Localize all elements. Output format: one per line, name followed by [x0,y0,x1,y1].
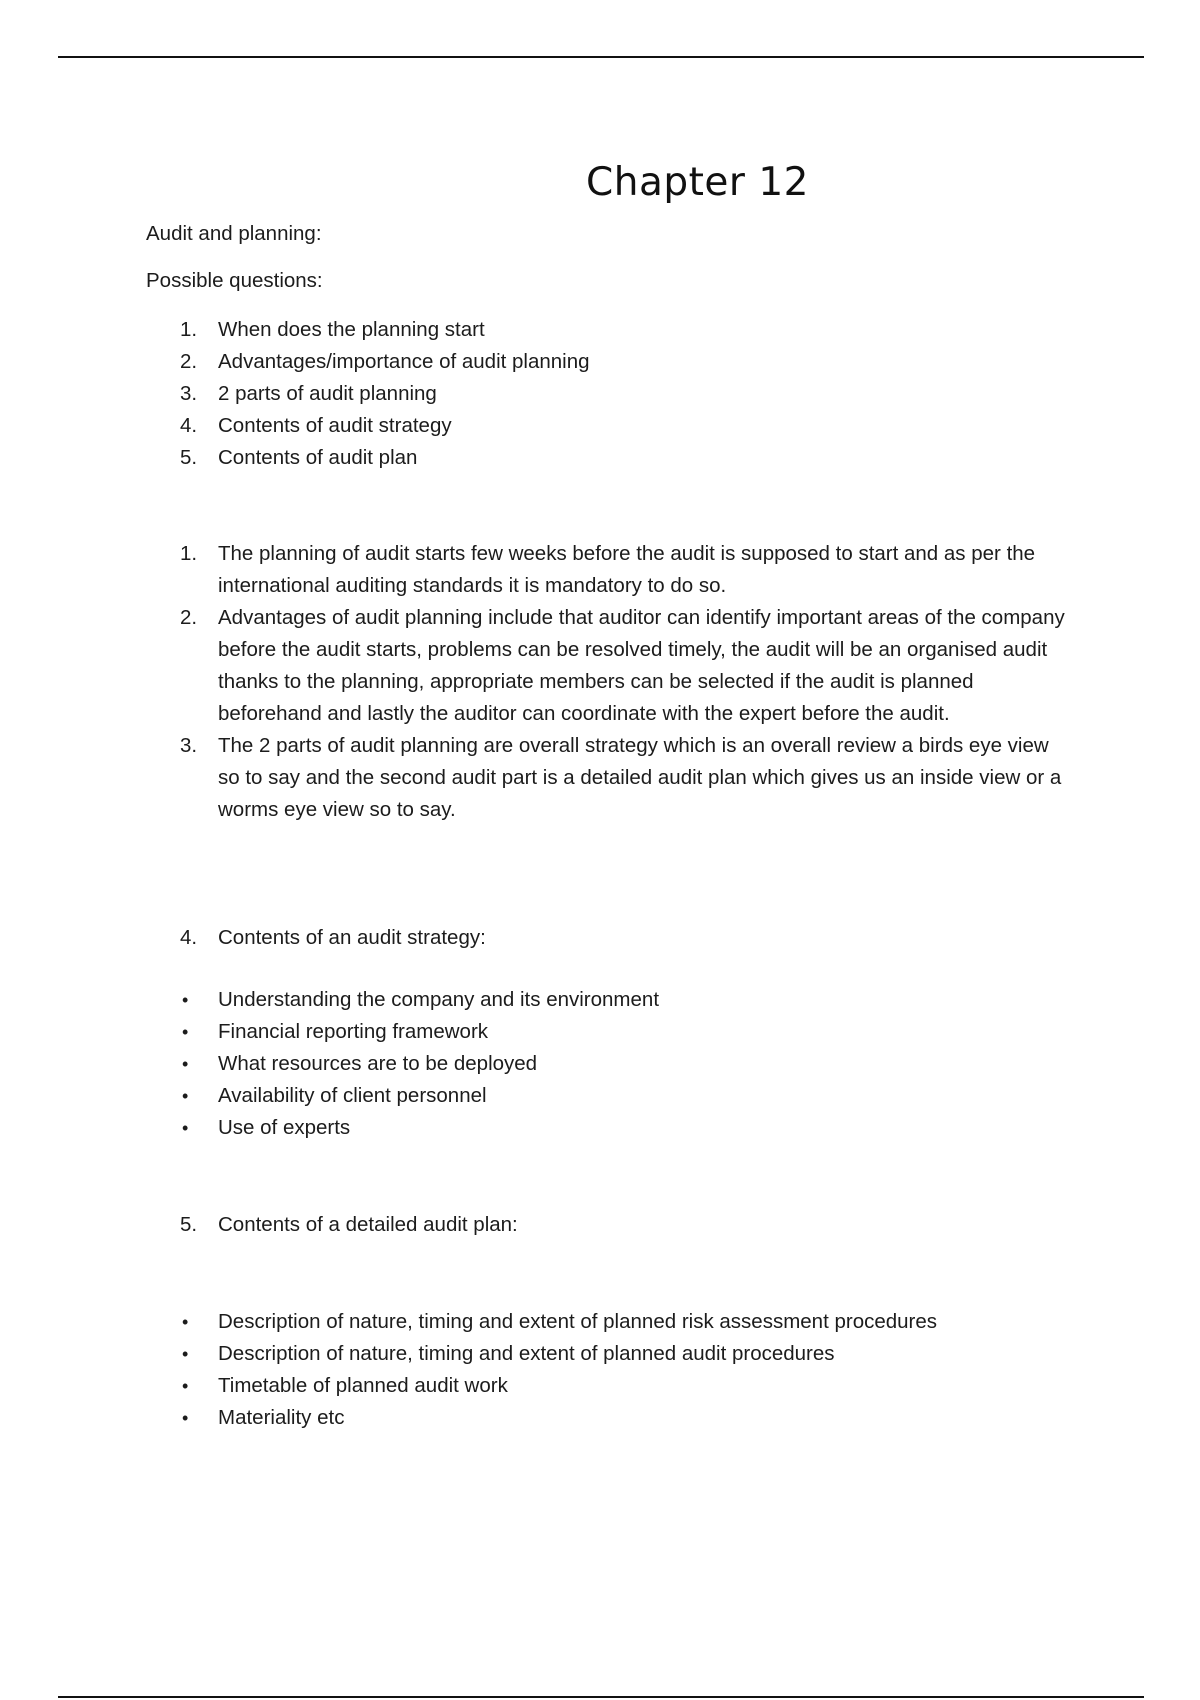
list-item: 1. The planning of audit starts few weeks before the audit is supposed to start and as per the international auditing standards it is mandatory to do so. [180,542,1036,597]
list-item: • Materiality etc [176,1402,1066,1434]
list-item: • Understanding the company and its environment [176,984,1066,1016]
answers-list [176,538,1066,826]
list-item: 3. The 2 parts of audit planning are overall strategy which is an overall review a birds eye view so to say and the second audit part is a detailed audit plan which gives us an inside view or a worms eye view so to say. [180,734,1062,821]
list-item: • Timetable of planned audit work [176,1370,1066,1402]
list-item: 1. When does the planning start [180,318,485,341]
list-item: 4. Contents of audit strategy [180,414,452,437]
list-item: 4. Contents of an audit strategy: [180,926,486,949]
page-title: Chapter 12 [586,160,809,205]
bullet-icon: • [182,1408,189,1428]
plan-bullet-list [176,1306,1066,1434]
bullet-icon: • [182,1118,189,1138]
strategy-bullet-list [176,984,1066,1144]
top-rule [58,56,1144,58]
bullet-icon: • [182,1054,189,1074]
bullet-icon: • [182,1376,189,1396]
bullet-icon: • [182,1086,189,1106]
questions-list [176,314,1066,474]
bullet-icon: • [182,1022,189,1042]
list-item: • Availability of client personnel [176,1080,1066,1112]
bullet-icon: • [182,990,189,1010]
list-item: 5. Contents of audit plan [180,446,418,469]
bullet-icon: • [182,1312,189,1332]
heading-audit-planning: Audit and planning: [146,222,322,245]
list-item: • Financial reporting framework [176,1016,1066,1048]
list-item: 2. Advantages of audit planning include that auditor can identify important areas of the company before the audit starts, problems can be resolved timely, the audit will be an organised audit thanks to the planning, appropriate members can be selected if the audit is planned beforehand and lastly the auditor can coordinate with the expert before the audit. [180,606,1065,725]
bullet-icon: • [182,1344,189,1364]
list-item: 5. Contents of a detailed audit plan: [180,1213,518,1236]
bottom-rule [58,1696,1144,1698]
list-item: • Use of experts [176,1112,1066,1144]
list-item: 3. 2 parts of audit planning [180,382,437,405]
answer-4-list [176,922,1066,954]
list-item: • What resources are to be deployed [176,1048,1066,1080]
answer-5-list [176,1209,1066,1241]
list-item: • Description of nature, timing and extent of planned risk assessment procedures [176,1306,1066,1338]
heading-possible-questions: Possible questions: [146,269,323,292]
list-item: • Description of nature, timing and extent of planned audit procedures [176,1338,1066,1370]
list-item: 2. Advantages/importance of audit planning [180,350,590,373]
